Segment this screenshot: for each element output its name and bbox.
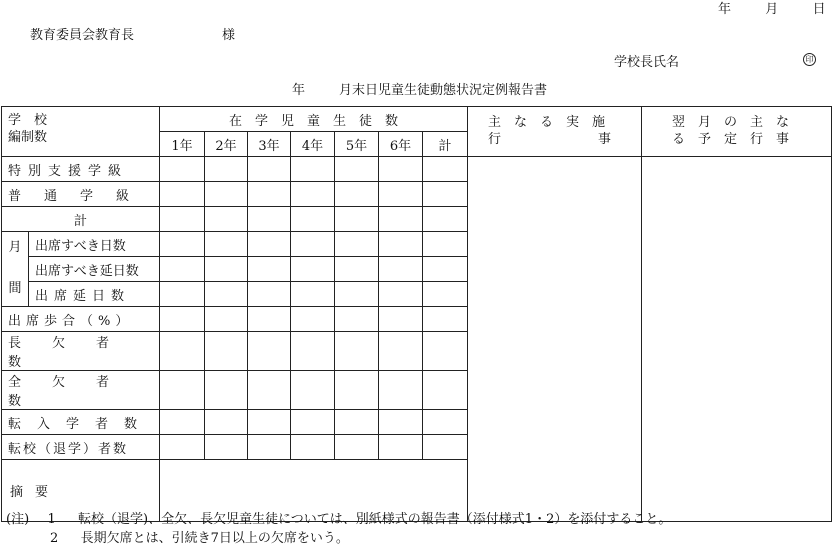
input-cell[interactable] [423, 435, 468, 460]
input-cell[interactable] [379, 157, 423, 182]
note-1-text: 転校（退学)、全欠、長欠児童生徒については、別紙様式の報告書（添付様式1・2）を添付すること。 [78, 512, 672, 527]
input-cell[interactable] [423, 232, 468, 257]
recipient: 教育委員会教育長 [30, 28, 135, 43]
input-cell[interactable] [205, 207, 248, 232]
class-count-label-2: 編制数 [8, 129, 48, 145]
input-cell[interactable] [248, 371, 291, 410]
row-label-full-absence: 全欠者数 [2, 371, 160, 410]
date-day: 日 [812, 2, 826, 17]
row-label-total-days-required: 出席すべき延日数 [29, 257, 160, 282]
input-cell[interactable] [379, 282, 423, 307]
row-label-days-required: 出席すべき日数 [29, 232, 160, 257]
input-cell[interactable] [205, 410, 248, 435]
input-cell[interactable] [248, 332, 291, 371]
input-cell[interactable] [423, 410, 468, 435]
input-cell[interactable] [379, 257, 423, 282]
input-cell[interactable] [160, 257, 205, 282]
main-events-area[interactable] [468, 157, 642, 522]
row-label-regular-class: 普通学級 [2, 182, 160, 207]
main-events-label-2a: 行 [488, 131, 502, 147]
enrolled-students-header: 在 学 児 童 生 徒 数 [160, 107, 468, 132]
date-month: 月 [765, 2, 779, 17]
input-cell[interactable] [160, 435, 205, 460]
input-cell[interactable] [205, 332, 248, 371]
row-label-special-class: 特別支援学級 [2, 157, 160, 182]
input-cell[interactable] [335, 182, 379, 207]
input-cell[interactable] [291, 282, 335, 307]
next-month-label-2: る 予 定 行 事 [672, 131, 790, 147]
input-cell[interactable] [248, 232, 291, 257]
input-cell[interactable] [248, 257, 291, 282]
row-label-transfer-out: 転校（退学）者数 [2, 435, 160, 460]
grade-5: 5年 [335, 132, 379, 157]
principal-name-label: 学校長氏名 [614, 55, 680, 70]
input-cell[interactable] [335, 282, 379, 307]
title-year: 年 [292, 83, 306, 98]
input-cell[interactable] [423, 371, 468, 410]
input-cell[interactable] [205, 282, 248, 307]
input-cell[interactable] [160, 207, 205, 232]
date-year: 年 [718, 2, 732, 17]
row-label-attendance-rate: 出席歩合（%） [2, 307, 160, 332]
input-cell[interactable] [291, 257, 335, 282]
input-cell[interactable] [335, 207, 379, 232]
input-cell[interactable] [379, 371, 423, 410]
main-events-label-1: 主 な る 実 施 [488, 115, 606, 130]
row-label-attendance-days: 出席延日数 [29, 282, 160, 307]
grade-3: 3年 [248, 132, 291, 157]
row-label-long-absence: 長欠者数 [2, 332, 160, 371]
class-count-header [2, 107, 160, 157]
input-cell[interactable] [423, 257, 468, 282]
input-cell[interactable] [205, 157, 248, 182]
input-cell[interactable] [248, 307, 291, 332]
note-1 [6, 508, 671, 527]
input-cell[interactable] [335, 410, 379, 435]
input-cell[interactable] [379, 435, 423, 460]
note-1-number: 1 [47, 512, 56, 527]
seal-mark [803, 51, 816, 66]
input-cell[interactable] [160, 157, 205, 182]
input-cell[interactable] [291, 435, 335, 460]
input-cell[interactable] [160, 182, 205, 207]
input-cell[interactable] [335, 307, 379, 332]
input-cell[interactable] [291, 182, 335, 207]
period-label-top: 月 [8, 240, 22, 255]
input-cell[interactable] [291, 207, 335, 232]
input-cell[interactable] [423, 157, 468, 182]
input-cell[interactable] [160, 332, 205, 371]
input-cell[interactable] [423, 207, 468, 232]
input-cell[interactable] [335, 435, 379, 460]
input-cell[interactable] [291, 410, 335, 435]
input-cell[interactable] [248, 182, 291, 207]
next-month-label-1: 翌 月 の 主 な [672, 115, 790, 130]
honorific: 様 [222, 28, 236, 43]
input-cell[interactable] [205, 371, 248, 410]
next-month-events-area[interactable] [642, 157, 832, 522]
input-cell[interactable] [160, 410, 205, 435]
input-cell[interactable] [379, 232, 423, 257]
grade-2: 2年 [205, 132, 248, 157]
input-cell[interactable] [379, 182, 423, 207]
row-label-total: 計 [2, 207, 160, 232]
input-cell[interactable] [160, 371, 205, 410]
input-cell[interactable] [248, 157, 291, 182]
input-cell[interactable] [423, 307, 468, 332]
input-cell[interactable] [248, 410, 291, 435]
input-cell[interactable] [423, 282, 468, 307]
input-cell[interactable] [248, 435, 291, 460]
input-cell[interactable] [248, 207, 291, 232]
input-cell[interactable] [205, 182, 248, 207]
input-cell[interactable] [160, 282, 205, 307]
input-cell[interactable] [423, 332, 468, 371]
input-cell[interactable] [335, 232, 379, 257]
input-cell[interactable] [160, 307, 205, 332]
input-cell[interactable] [379, 207, 423, 232]
input-cell[interactable] [379, 410, 423, 435]
input-cell[interactable] [379, 332, 423, 371]
note-2 [50, 527, 349, 546]
grade-total: 計 [423, 132, 468, 157]
input-cell[interactable] [291, 232, 335, 257]
input-cell[interactable] [291, 307, 335, 332]
next-month-events-header [642, 107, 832, 157]
row-label-transfer-in: 転入学者数 [2, 410, 160, 435]
input-cell[interactable] [205, 307, 248, 332]
input-cell[interactable] [335, 257, 379, 282]
input-cell[interactable] [160, 232, 205, 257]
main-events-header [468, 107, 642, 157]
main-events-label-2b: 事 [597, 131, 611, 147]
input-cell[interactable] [291, 157, 335, 182]
note-2-text: 長期欠席とは、引続き7日以上の欠席をいう。 [80, 531, 349, 546]
report-table [1, 106, 832, 522]
row-label-summary: 摘要 [2, 460, 160, 522]
seal-icon: 印 [803, 53, 816, 66]
grade-4: 4年 [291, 132, 335, 157]
input-cell[interactable] [335, 371, 379, 410]
input-cell[interactable] [423, 182, 468, 207]
period-label [2, 232, 29, 307]
note-2-number: 2 [50, 531, 59, 546]
input-cell[interactable] [205, 232, 248, 257]
note-prefix: (注) [6, 512, 30, 527]
date-line [718, 0, 826, 17]
report-title: 月末日児童生徒動態状況定例報告書 [339, 83, 548, 98]
input-cell[interactable] [291, 332, 335, 371]
input-cell[interactable] [205, 257, 248, 282]
input-cell[interactable] [248, 282, 291, 307]
class-count-label-1: 学 校 [8, 113, 48, 128]
input-cell[interactable] [291, 371, 335, 410]
period-label-bottom: 間 [8, 281, 22, 296]
grade-1: 1年 [160, 132, 205, 157]
input-cell[interactable] [205, 435, 248, 460]
input-cell[interactable] [379, 307, 423, 332]
grade-6: 6年 [379, 132, 423, 157]
input-cell[interactable] [335, 157, 379, 182]
input-cell[interactable] [335, 332, 379, 371]
